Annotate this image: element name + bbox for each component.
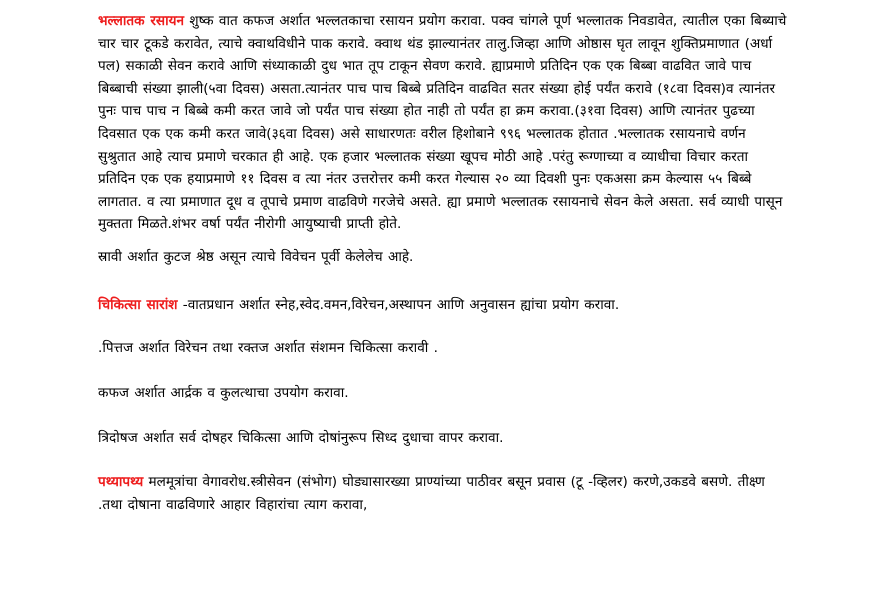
paragraph-text: मलमूत्रांचा वेगावरोध.स्त्रीसेवन (संभोग) घोड्यासारख्या प्राण्यांच्या पाठीवर बसून प्रवास (टू -व्हिलर) करणे,उकडवे बसणे. तीक्ष्ण .तथा दोषाना वाढविणारे आहार विहारांचा त्याग करावा, bbox=[98, 473, 765, 513]
paragraph-chikitsa-saransh bbox=[98, 294, 788, 317]
heading-chikitsa-saransh: चिकित्सा सारांश bbox=[98, 296, 178, 313]
paragraph-kutaj bbox=[98, 246, 788, 269]
paragraph-text: कफज अर्शात आर्द्रक व कुलत्थाचा उपयोग करावा. bbox=[98, 384, 349, 401]
heading-pathyapathya: पथ्यापथ्य bbox=[98, 473, 144, 490]
paragraph-text: .पित्तज अर्शात विरेचन तथा रक्तज अर्शात संशमन चिकित्सा करावी . bbox=[98, 340, 438, 357]
document-page bbox=[98, 10, 788, 516]
paragraph-kaphaj bbox=[98, 382, 788, 405]
paragraph-text: शुष्क वात कफज अर्शात भल्लतकाचा रसायन प्रयोग करावा. पक्व चांगले पूर्ण भल्लातक निवडावेत, त्यातील एका बिब्याचे चार चार टूकडे करावेत, त्याचे क्वाथविधीने पाक करावे. क्वाथ थंड झाल्यानंतर तालु.जिव्हा आणि ओष्ठास घृत लावून शुक्तिप्रमाणात (अर्धा पल) सकाळी सेवन करावे आणि संध्याकाळी दुध भात तूप टाकून सेवण करावे. ह्याप्रमाणे प्रतिदिन एक एक बिब्बा वाढवित जावे पाच बिब्बाची संख्या झाली(५वा दिवस) असता.त्यानंतर पाच पाच बिब्बे प्रतिदिन वाढवित सतर संख्या होई पर्यंत करावे (१८वा दिवस)व त्यानंतर पुनः पाच पाच न बिब्बे कमी करत जावे जो पर्यंत पाच संख्या होत नाही तो पर्यंत हा क्रम करावा.(३१वा दिवस) आणि त्यानंतर पुढच्या दिवसात एक एक कमी करत जावे(३६वा दिवस) असे साधारणतः वरील हिशोबाने ९९६ भल्लातक होतात .भल्लातक रसायनाचे वर्णन सुश्रुतात आहे त्याच प्रमाणे चरकात ही आहे. एक हजार भल्लातक संख्या खूपच मोठी आहे .परंतु रूग्णाच्या व व्याधीचा विचार करता प्रतिदिन एक एक हयाप्रमाणे ११ दिवस व त्या नंतर उत्तरोत्तर कमी करत गेल्यास २० व्या दिवशी पुनः एकअसा क्रम केल्यास ५५ बिब्बे लागतात. व त्या प्रमाणात दूध व तूपाचे प्रमाण वाढविणे गरजेचे असते. ह्या प्रमाणे भल्लातक रसायनाचे सेवन केले असता. सर्व व्याधी पासून मुक्तता मिळते.शंभर वर्षा पर्यंत नीरोगी आयुष्याची प्राप्ती होते. bbox=[98, 13, 787, 233]
paragraph-pathyapathya bbox=[98, 471, 788, 516]
paragraph-text: -वातप्रधान अर्शात स्नेह,स्वेद.वमन,विरेचन,अस्थापन आणि अनुवासन ह्यांचा प्रयोग करावा. bbox=[177, 296, 620, 313]
paragraph-text: स्रावी अर्शात कुटज श्रेष्ठ असून त्याचे विवेचन पूर्वी केलेलेच आहे. bbox=[98, 248, 414, 265]
paragraph-bhallatak-rasayan bbox=[98, 10, 788, 236]
paragraph-pittaj bbox=[98, 337, 788, 360]
heading-bhallatak-rasayan: भल्लातक रसायन bbox=[98, 13, 185, 29]
paragraph-tridoshaj bbox=[98, 427, 788, 450]
paragraph-text: त्रिदोषज अर्शात सर्व दोषहर चिकित्सा आणि दोषांनुरूप सिध्द दुधाचा वापर करावा. bbox=[98, 430, 504, 447]
